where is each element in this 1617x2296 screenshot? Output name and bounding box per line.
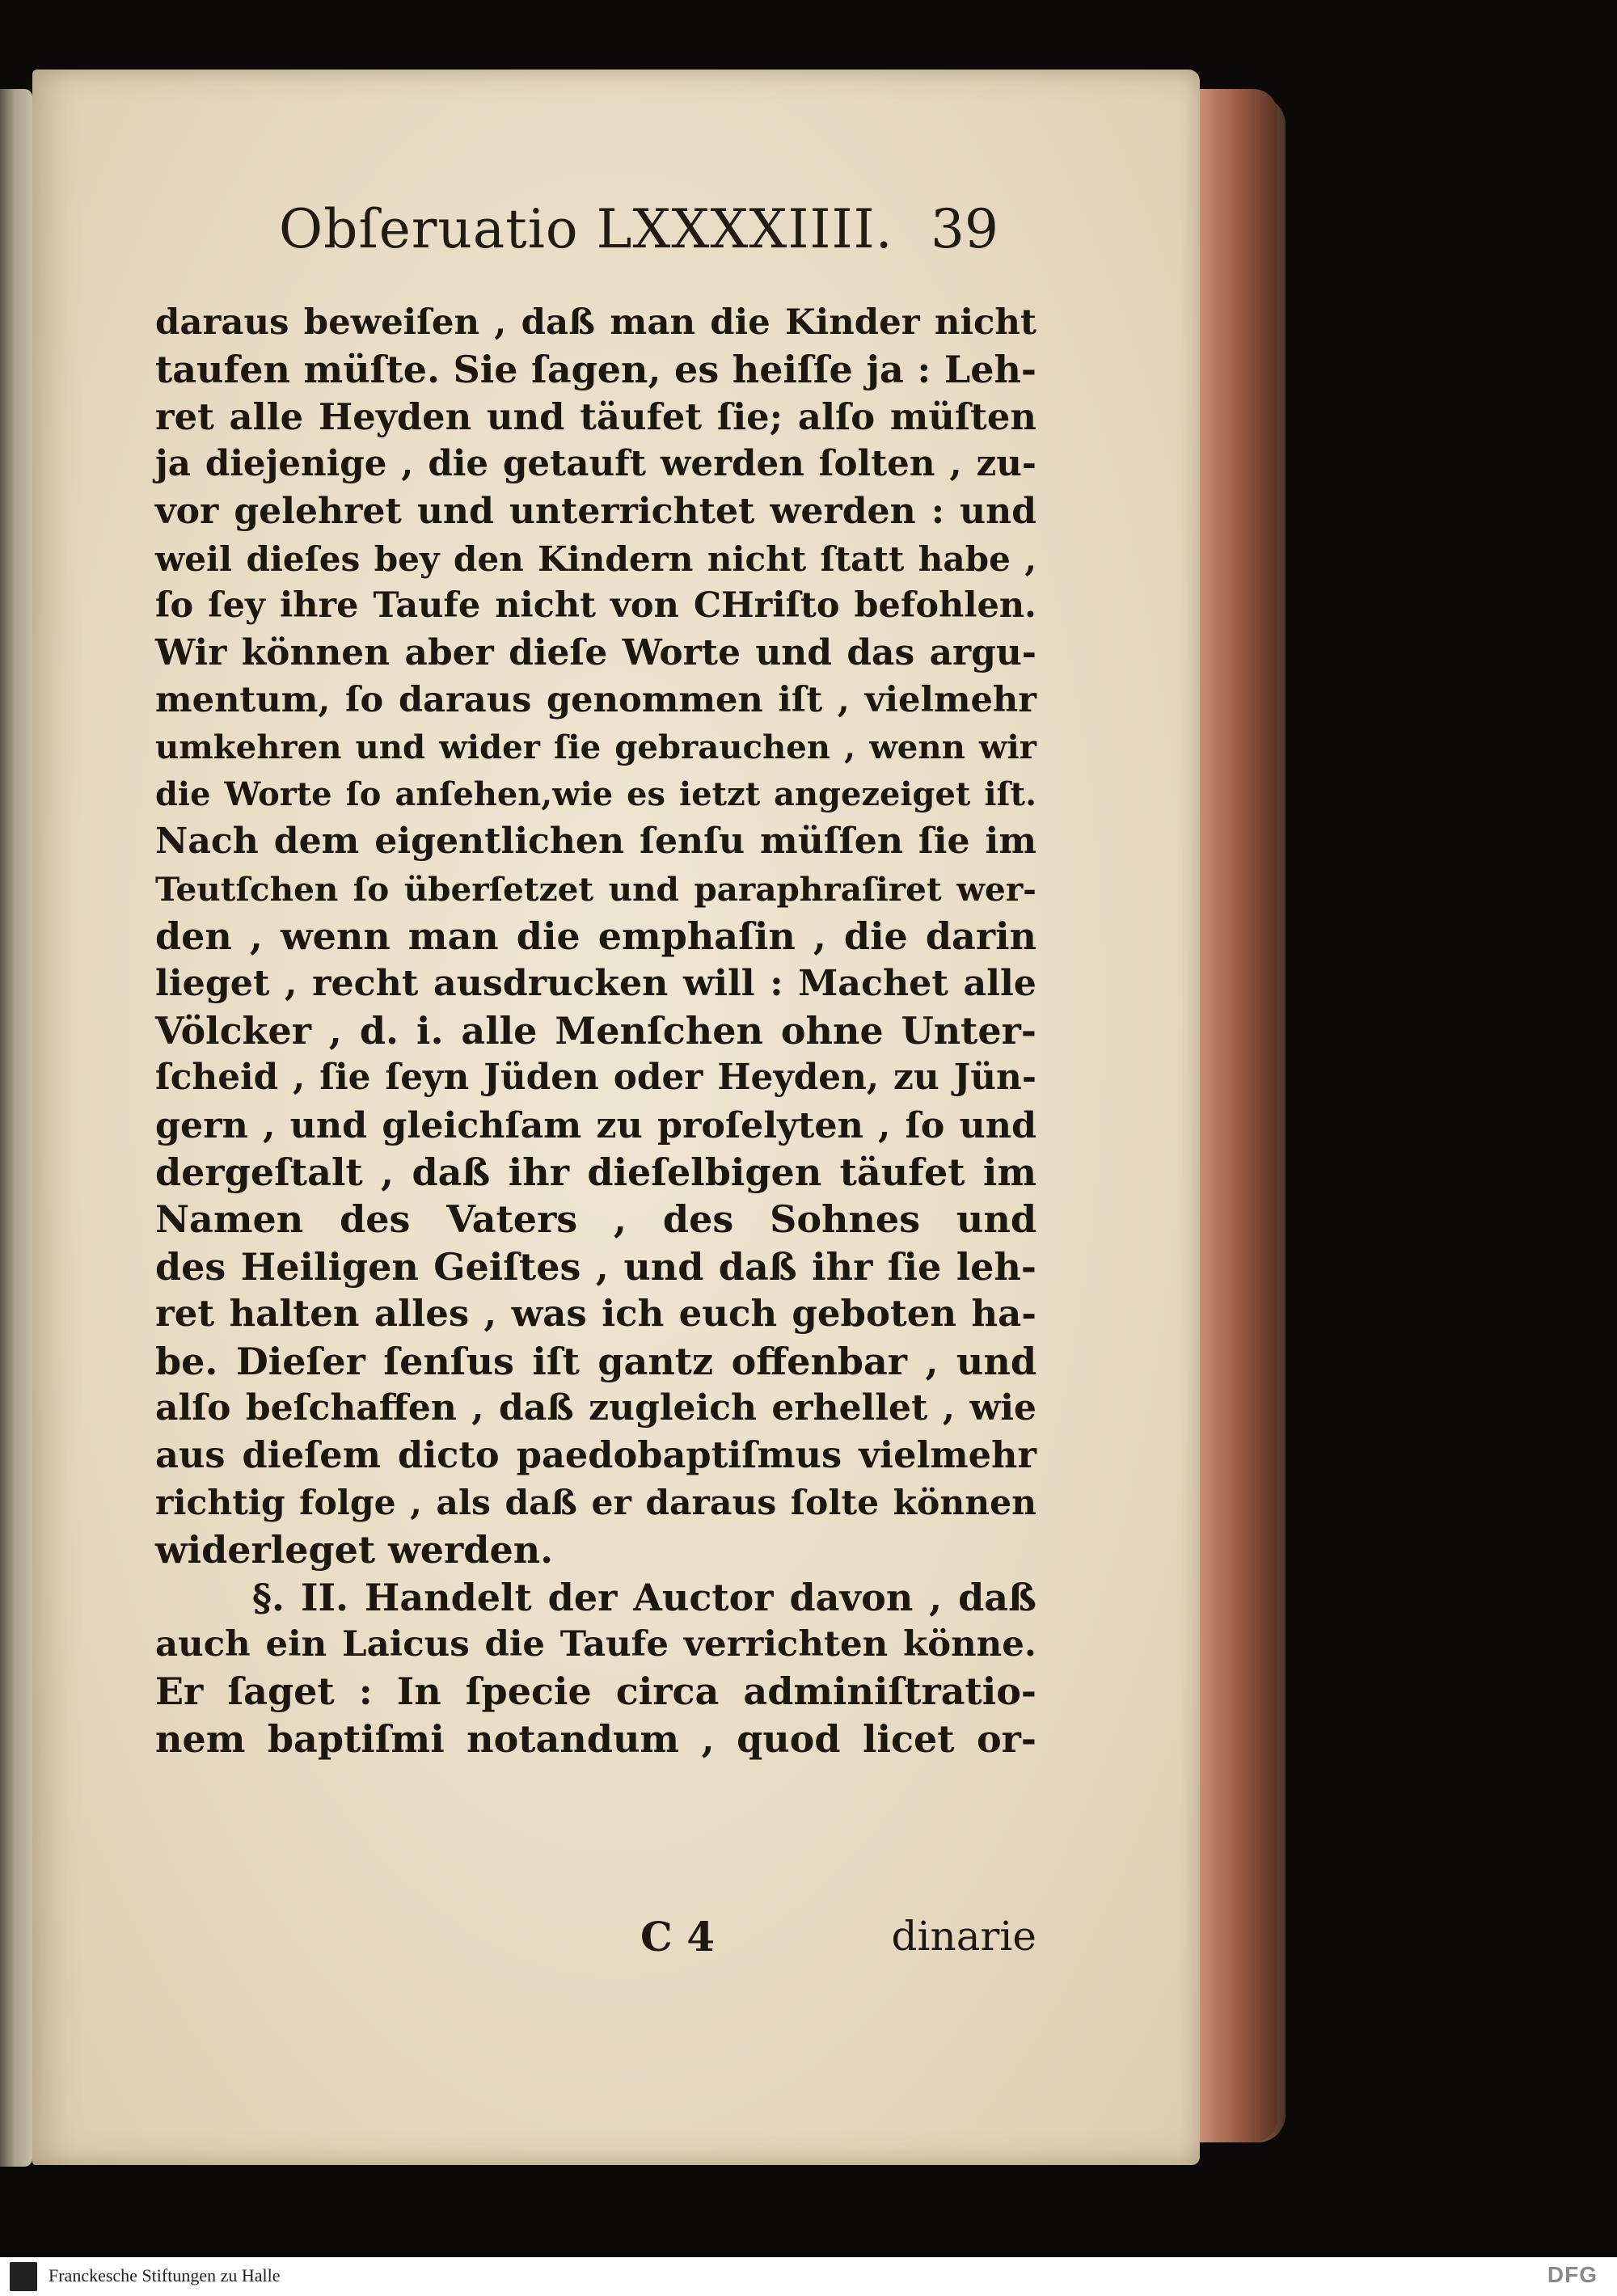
text-line: mentum, ſo daraus genommen iſt , vielmehr <box>155 679 1036 721</box>
text-line: ſo ſey ihre Taufe nicht von CHriſto befohlen. <box>155 585 1036 627</box>
text-line: lieget , recht ausdrucken will : Machet alle <box>155 962 1036 1005</box>
text-line: taufen müſte. Sie ſagen, es heiſſe ja : Leh- <box>155 348 1036 392</box>
previous-page-edge <box>0 89 32 2167</box>
dfg-logo: DFG <box>1547 2262 1598 2287</box>
page-number: 39 <box>931 198 998 260</box>
catchword: dinarie <box>891 1913 1036 1960</box>
running-head <box>279 198 1007 271</box>
body-text <box>155 299 1036 1762</box>
signature-mark: C 4 <box>640 1913 715 1960</box>
text-line: Völcker , d. i. alle Menſchen ohne Unter- <box>155 1008 1036 1053</box>
text-line: weil dieſes bey den Kindern nicht ſtatt habe , <box>155 538 1036 579</box>
text-line: Er ſaget : In ſpecie circa adminiſtratio- <box>155 1669 1036 1714</box>
text-line: Nach dem eigentlichen ſenſu müſſen ſie im <box>155 821 1036 863</box>
text-line: Wir können aber dieſe Worte und das argu- <box>155 631 1036 673</box>
text-line: Teutſchen ſo überſetzet und paraphraſiret wer- <box>155 869 1036 909</box>
text-line: widerleget werden. <box>155 1528 554 1572</box>
institution-name: Franckesche Stiftungen zu Halle <box>49 2265 281 2285</box>
text-line: vor gelehret und unterrichtet werden : und <box>155 490 1036 532</box>
text-line: ſcheid , ſie ſeyn Jüden oder Heyden, zu Jün- <box>155 1057 1036 1099</box>
text-line: ja diejenige , die getauft werden ſolten , zu- <box>155 443 1036 485</box>
text-line: dergeſtalt , daß ihr dieſelbigen täufet im <box>155 1150 1036 1195</box>
text-line: ret alle Heyden und täufet ſie; alſo müſten <box>155 395 1036 438</box>
text-line: umkehren und wider ſie gebrauchen , wenn wir <box>155 728 1036 766</box>
catchline <box>155 1913 1036 1969</box>
text-line: auch ein Laicus die Taufe verrichten könne. <box>155 1623 1036 1665</box>
running-title: Obſeruatio LXXXXIIII. <box>279 198 893 260</box>
text-line: nem baptiſmi notandum , quod licet or- <box>155 1716 1036 1761</box>
text-line: den , wenn man die emphaſin , die darin <box>155 914 1036 959</box>
institution-logo-icon <box>10 2262 37 2291</box>
text-line: daraus beweiſen , daß man die Kinder nicht <box>155 302 1036 343</box>
text-line: aus dieſem dicto paedobaptiſmus vielmehr <box>155 1433 1036 1477</box>
text-line: ret halten alles , was ich euch geboten ha- <box>155 1292 1036 1336</box>
section-heading-line: §. II. Handelt der Auctor davon , daß <box>252 1575 1036 1619</box>
text-line: alſo beſchaffen , daß zugleich erhellet , wie <box>155 1386 1036 1429</box>
text-line: richtig folge , als daß er daraus ſolte können <box>155 1482 1036 1523</box>
text-line: Namen des Vaters , des Sohnes und <box>155 1197 1036 1242</box>
text-line: des Heiligen Geiſtes , und daß ihr ſie leh- <box>155 1244 1036 1289</box>
text-line: die Worte ſo anſehen,wie es ietzt angezeiget iſt. <box>155 775 1036 813</box>
text-line: be. Dieſer ſenſus iſt gantz offenbar , und <box>155 1339 1036 1383</box>
text-line: gern , und gleichſam zu proſelyten , ſo und <box>155 1104 1036 1146</box>
footer-bar <box>0 2257 1617 2296</box>
